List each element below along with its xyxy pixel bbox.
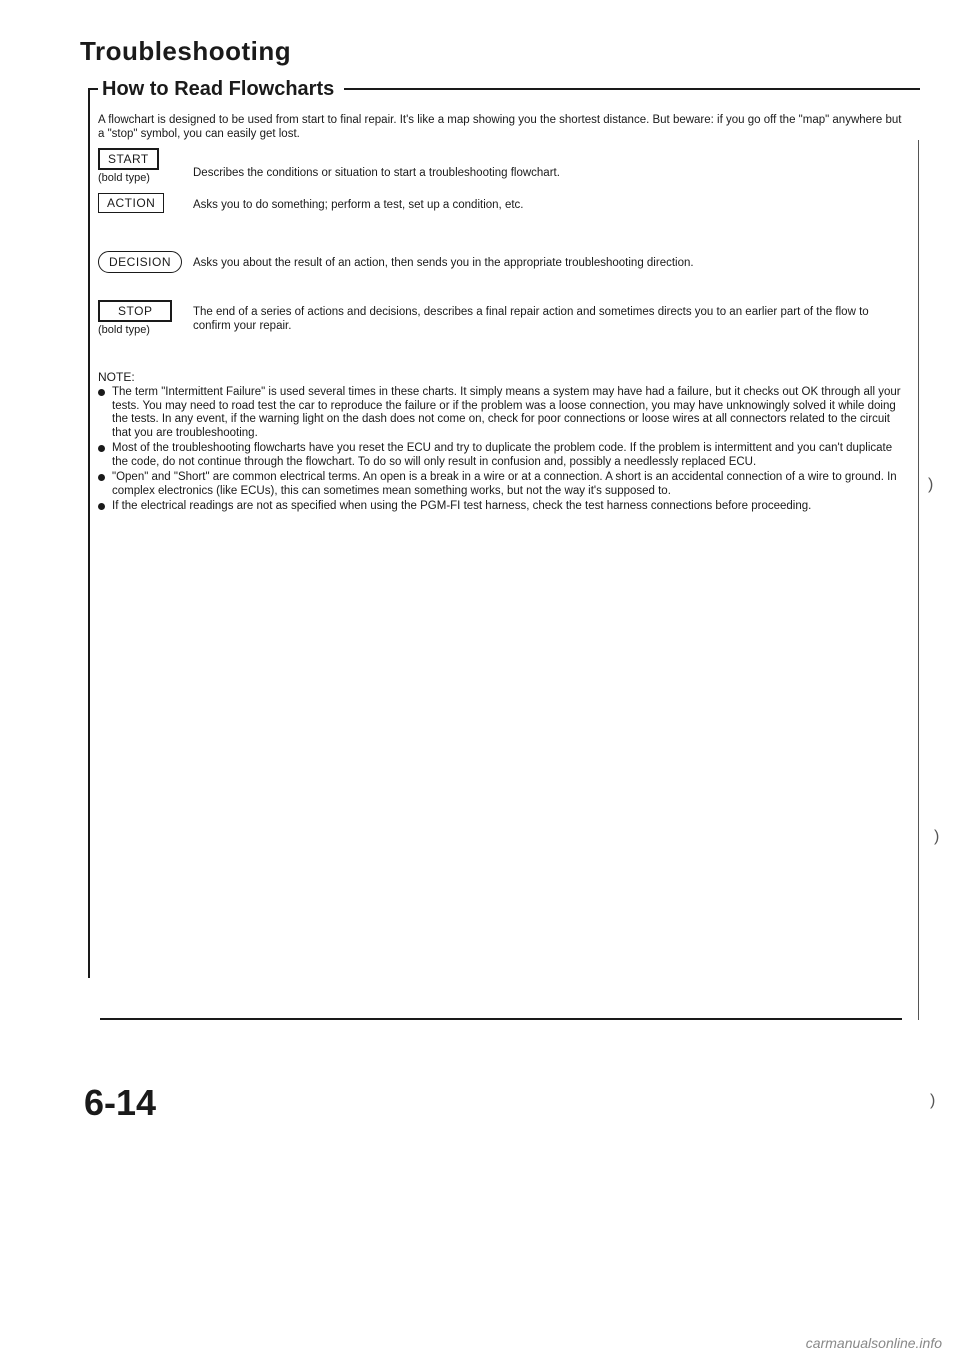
action-symbol: ACTION [98,193,164,213]
bullet-icon [98,474,105,481]
note-item [98,500,906,514]
bullet-icon [98,503,105,510]
symbol-row-action [98,193,908,213]
note-text: Most of the troubleshooting flowcharts have you reset the ECU and try to duplicate the problem code. If the problem is intermittent and you can't duplicate the code, do not continue through the flowchart. To do so will only result in confusion and, possibly a needlessly replaced ECU. [112,442,893,468]
symbol-row-stop [98,300,908,336]
stop-note: (bold type) [98,324,150,336]
action-description: Asks you to do something; perform a test, set up a condition, etc. [193,199,524,211]
decision-description: Asks you about the result of an action, then sends you in the appropriate troubleshooting direction. [193,257,694,269]
symbol-row-start [98,148,908,184]
page-title: Troubleshooting [80,36,292,66]
binding-mark-icon: ) [934,828,940,845]
stop-symbol: STOP [98,300,172,322]
symbol-row-decision [98,251,908,273]
note-item [98,386,906,440]
binding-mark-icon: ) [930,1092,936,1109]
page-right-rule [918,140,919,1020]
note-item [98,471,906,498]
note-text: "Open" and "Short" are common electrical terms. An open is a break in a wire or at a connection. A short is an accidental connection of a wire to ground. In complex electronics (like ECUs), this can sometimes mean something works, but not the way it's supposed to. [112,471,897,497]
section-left-rule [88,88,90,978]
intro-paragraph: A flowchart is designed to be used from start to final repair. It's like a map showing you the shortest distance. But beware: if you go off the "map" anywhere but a "stop" symbol, you can easily get lost. [98,114,902,140]
note-item [98,442,906,469]
start-description: Describes the conditions or situation to start a troubleshooting flowchart. [193,167,560,179]
binding-mark-icon: ) [928,476,934,493]
note-text: The term "Intermittent Failure" is used several times in these charts. It simply means a system may have had a failure, but it checks out OK through all your tests. You may need to road test the car to reproduce the failure or if the problem was a loose connection, you may have unknowingly solved it while doing the tests. In any event, if the warning light on the dash does not come on, check for poor connections or loose wires at all connectors related to the circuit that you are troubleshooting. [112,386,901,439]
decision-symbol: DECISION [98,251,182,273]
start-symbol: START [98,148,159,170]
note-heading: NOTE: [98,370,135,384]
bottom-rule [100,1018,902,1020]
watermark: carmanualsonline.info [805,1335,942,1351]
stop-description: The end of a series of actions and decisions, describes a final repair action and sometimes directs you to an earlier part of the flow to confirm your repair. [193,306,869,332]
bullet-icon [98,445,105,452]
page-number: 6-14 [84,1082,157,1123]
bullet-icon [98,389,105,396]
notes-list [98,386,906,516]
note-text: If the electrical readings are not as specified when using the PGM-FI test harness, check the test harness connections before proceeding. [112,500,812,512]
start-note: (bold type) [98,172,150,184]
section-title: How to Read Flowcharts [98,78,344,101]
